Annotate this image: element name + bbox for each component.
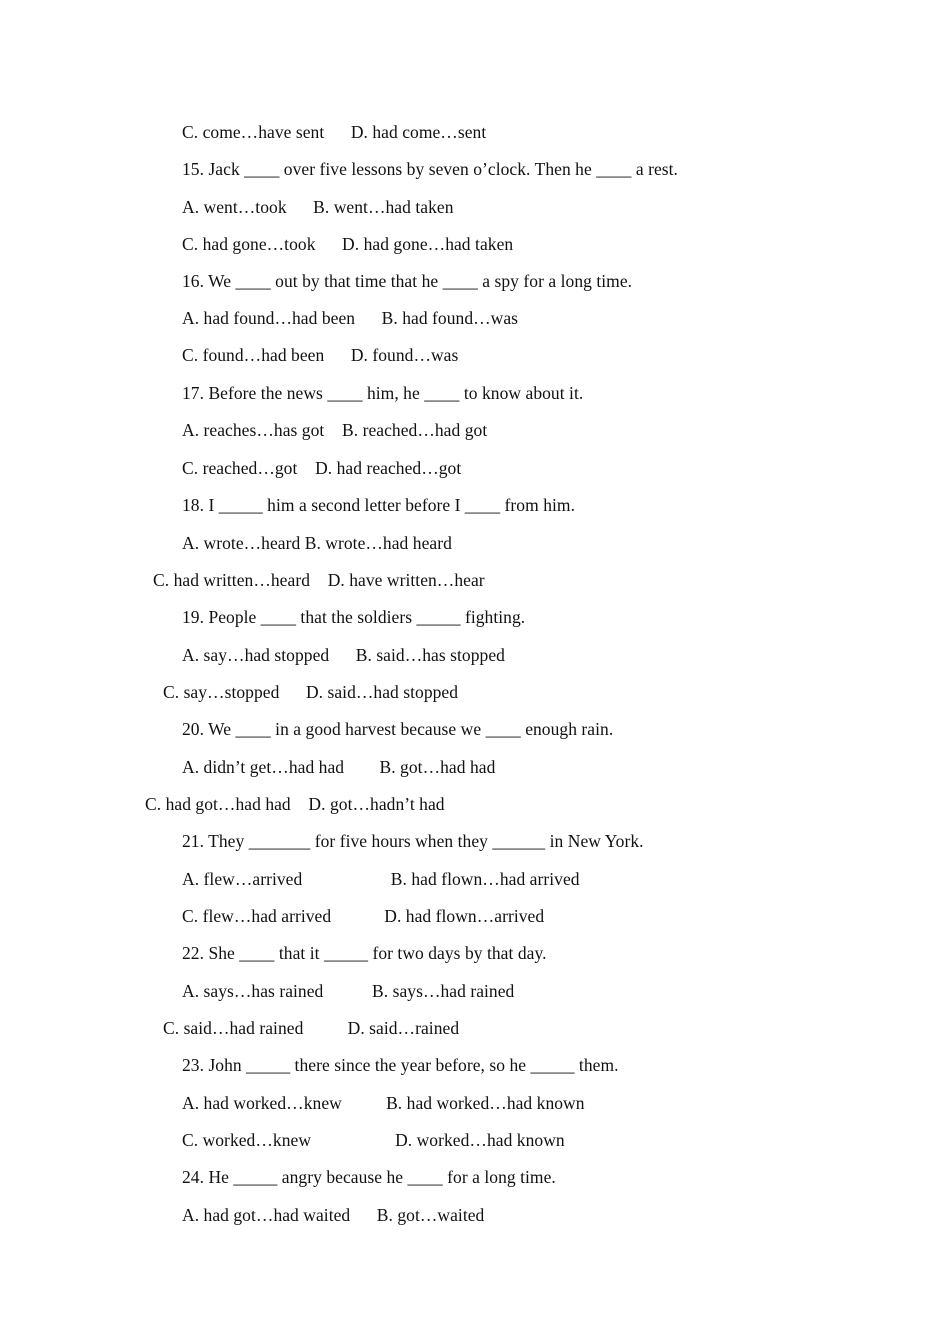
option-line-19-cd: C. say…stopped D. said…had stopped <box>163 682 459 702</box>
question-21: 21. They _______ for five hours when they ______ in New York. <box>182 831 644 851</box>
option-line-18-cd: C. had written…heard D. have written…hear <box>153 570 485 590</box>
option-line-14-cd: C. come…have sent D. had come…sent <box>182 122 487 142</box>
option-line-16-ab: A. had found…had been B. had found…was <box>182 308 519 328</box>
option-line-20-ab: A. didn’t get…had had B. got…had had <box>182 757 496 777</box>
option-line-17-cd: C. reached…got D. had reached…got <box>182 458 462 478</box>
option-line-15-cd: C. had gone…took D. had gone…had taken <box>182 234 514 254</box>
question-24: 24. He _____ angry because he ____ for a long time. <box>182 1167 556 1187</box>
option-line-15-ab: A. went…took B. went…had taken <box>182 197 454 217</box>
option-line-22-ab: A. says…has rained B. says…had rained <box>182 981 515 1001</box>
question-17: 17. Before the news ____ him, he ____ to know about it. <box>182 383 584 403</box>
option-line-23-cd: C. worked…knew D. worked…had known <box>182 1130 565 1150</box>
question-23: 23. John _____ there since the year before, so he _____ them. <box>182 1055 619 1075</box>
option-line-23-ab: A. had worked…knew B. had worked…had known <box>182 1093 585 1113</box>
option-line-21-ab: A. flew…arrived B. had flown…had arrived <box>182 869 580 889</box>
option-line-22-cd: C. said…had rained D. said…rained <box>163 1018 460 1038</box>
option-line-18-ab: A. wrote…heard B. wrote…had heard <box>182 533 452 553</box>
option-line-21-cd: C. flew…had arrived D. had flown…arrived <box>182 906 545 926</box>
option-line-17-ab: A. reaches…has got B. reached…had got <box>182 420 488 440</box>
option-line-19-ab: A. say…had stopped B. said…has stopped <box>182 645 505 665</box>
question-15: 15. Jack ____ over five lessons by seven o’clock. Then he ____ a rest. <box>182 159 678 179</box>
question-20: 20. We ____ in a good harvest because we ____ enough rain. <box>182 719 614 739</box>
option-line-20-cd: C. had got…had had D. got…hadn’t had <box>145 794 445 814</box>
option-line-16-cd: C. found…had been D. found…was <box>182 345 459 365</box>
question-22: 22. She ____ that it _____ for two days by that day. <box>182 943 547 963</box>
question-18: 18. I _____ him a second letter before I ____ from him. <box>182 495 575 515</box>
question-16: 16. We ____ out by that time that he ____ a spy for a long time. <box>182 271 633 291</box>
option-line-24-ab: A. had got…had waited B. got…waited <box>182 1205 485 1225</box>
question-19: 19. People ____ that the soldiers _____ fighting. <box>182 607 526 627</box>
